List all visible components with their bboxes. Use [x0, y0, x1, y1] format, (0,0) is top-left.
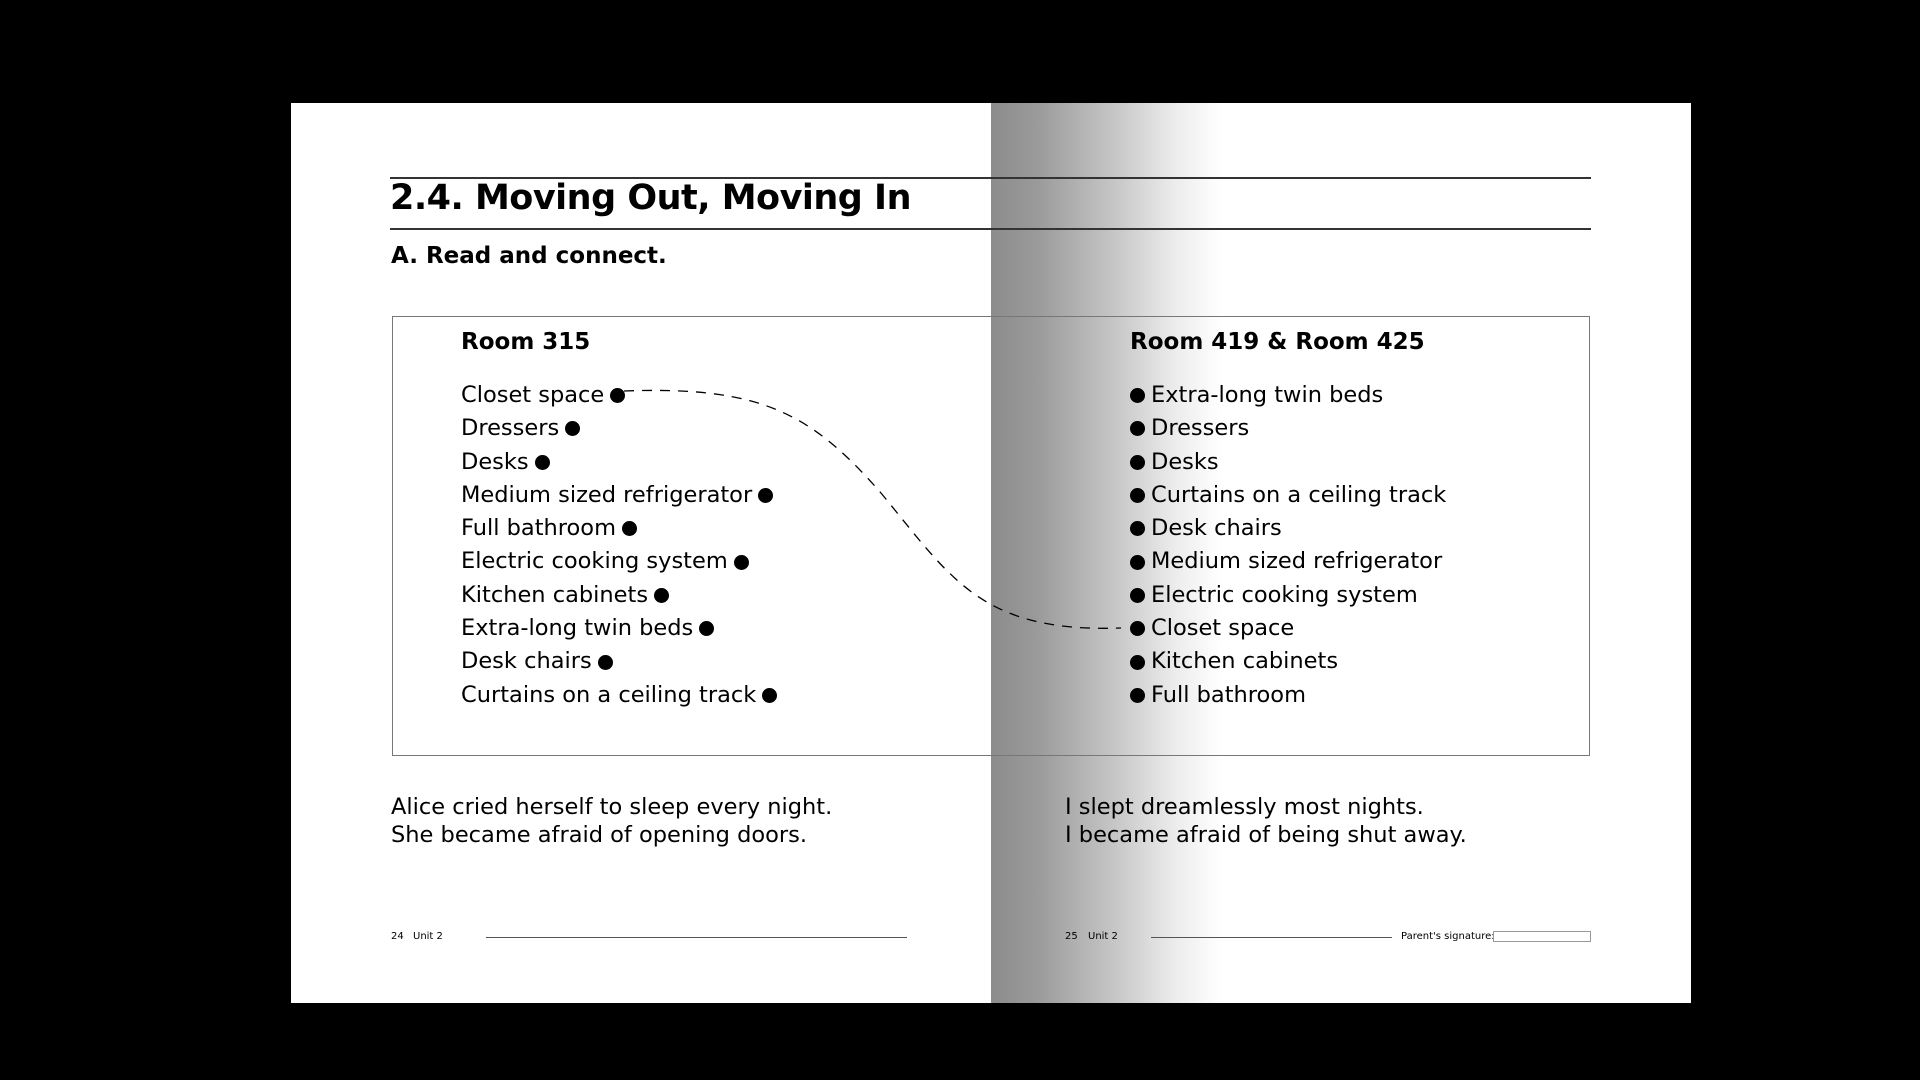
right-item-cooking-system[interactable] — [1130, 579, 1446, 612]
right-item-label: Extra-long twin beds — [1151, 382, 1384, 408]
right-item-refrigerator[interactable] — [1130, 545, 1446, 578]
connect-dot[interactable] — [535, 455, 550, 470]
left-item-label: Extra-long twin beds — [461, 615, 694, 642]
left-item-label: Closet space — [461, 382, 605, 408]
right-item-label: Desks — [1151, 448, 1219, 475]
connect-dot[interactable] — [1130, 388, 1145, 403]
left-item-label: Desks — [461, 448, 529, 475]
title-bottom-rule — [390, 228, 1591, 230]
left-item-full-bathroom[interactable] — [461, 512, 777, 545]
left-item-label: Curtains on a ceiling track — [461, 681, 757, 708]
left-item-desks[interactable] — [461, 446, 777, 479]
exercise-instruction: A. Read and connect. — [391, 243, 667, 269]
right-item-twin-beds[interactable] — [1130, 379, 1446, 412]
connect-dot[interactable] — [699, 621, 714, 636]
right-unit-label: Unit 2 — [1088, 931, 1118, 942]
left-story-text — [391, 793, 832, 849]
left-item-label: Kitchen cabinets — [461, 581, 649, 608]
left-item-cooking-system[interactable] — [461, 545, 777, 578]
connect-dot[interactable] — [1130, 555, 1145, 570]
right-room-heading: Room 419 & Room 425 — [1130, 329, 1425, 355]
left-item-label: Desk chairs — [461, 648, 592, 675]
connect-dot[interactable] — [762, 688, 777, 703]
connect-dot[interactable] — [1130, 621, 1145, 636]
left-story-line-1: Alice cried herself to sleep every night. — [391, 794, 833, 820]
connect-dot[interactable] — [1130, 655, 1145, 670]
connect-dot[interactable] — [758, 488, 773, 503]
right-item-label: Desk chairs — [1151, 515, 1282, 542]
connect-dot[interactable] — [565, 421, 580, 436]
left-unit-label: Unit 2 — [413, 931, 443, 942]
right-item-label: Dressers — [1151, 415, 1250, 442]
right-item-full-bathroom[interactable] — [1130, 679, 1446, 712]
right-item-dressers[interactable] — [1130, 412, 1446, 445]
section-title: 2.4. Moving Out, Moving In — [390, 178, 911, 218]
right-footer-rule — [1151, 937, 1392, 938]
left-room-items — [461, 379, 777, 712]
right-item-curtains[interactable] — [1130, 479, 1446, 512]
left-item-label: Electric cooking system — [461, 548, 728, 575]
right-page-number: 25 — [1065, 931, 1078, 942]
left-page-number: 24 — [391, 931, 404, 942]
left-item-closet-space[interactable] — [461, 379, 777, 412]
connect-dot[interactable] — [1130, 455, 1145, 470]
left-item-label: Full bathroom — [461, 515, 616, 542]
right-item-closet-space[interactable] — [1130, 612, 1446, 645]
left-footer-rule — [486, 937, 907, 938]
left-item-curtains[interactable] — [461, 679, 777, 712]
connect-dot[interactable] — [734, 555, 749, 570]
right-item-label: Curtains on a ceiling track — [1151, 481, 1447, 508]
connect-dot[interactable] — [1130, 521, 1145, 536]
right-item-label: Closet space — [1151, 615, 1295, 642]
connect-dot[interactable] — [622, 521, 637, 536]
right-item-desk-chairs[interactable] — [1130, 512, 1446, 545]
workbook-spread — [291, 103, 1691, 1003]
left-story-line-2: She became afraid of opening doors. — [391, 822, 808, 848]
right-story-text — [1065, 793, 1467, 849]
right-story-line-2: I became afraid of being shut away. — [1065, 822, 1467, 848]
connect-dot[interactable] — [598, 655, 613, 670]
left-item-dressers[interactable] — [461, 412, 777, 445]
signature-label: Parent's signature: — [1401, 931, 1495, 942]
connect-dot[interactable] — [610, 388, 625, 403]
connect-dot[interactable] — [1130, 488, 1145, 503]
left-item-twin-beds[interactable] — [461, 612, 777, 645]
left-room-heading: Room 315 — [461, 329, 591, 355]
right-story-line-1: I slept dreamlessly most nights. — [1065, 794, 1424, 820]
right-item-label: Kitchen cabinets — [1151, 648, 1339, 675]
connect-dot[interactable] — [1130, 688, 1145, 703]
right-item-label: Electric cooking system — [1151, 581, 1418, 608]
connect-dot[interactable] — [1130, 421, 1145, 436]
right-item-desks[interactable] — [1130, 446, 1446, 479]
connect-dot[interactable] — [1130, 588, 1145, 603]
left-item-label: Dressers — [461, 415, 560, 442]
right-item-kitchen-cabinets[interactable] — [1130, 645, 1446, 678]
signature-field[interactable] — [1493, 931, 1591, 942]
left-item-desk-chairs[interactable] — [461, 645, 777, 678]
right-room-items — [1130, 379, 1446, 712]
connect-dot[interactable] — [654, 588, 669, 603]
left-item-kitchen-cabinets[interactable] — [461, 579, 777, 612]
left-item-label: Medium sized refrigerator — [461, 481, 753, 508]
left-item-refrigerator[interactable] — [461, 479, 777, 512]
right-item-label: Medium sized refrigerator — [1151, 548, 1443, 575]
right-item-label: Full bathroom — [1151, 681, 1306, 708]
